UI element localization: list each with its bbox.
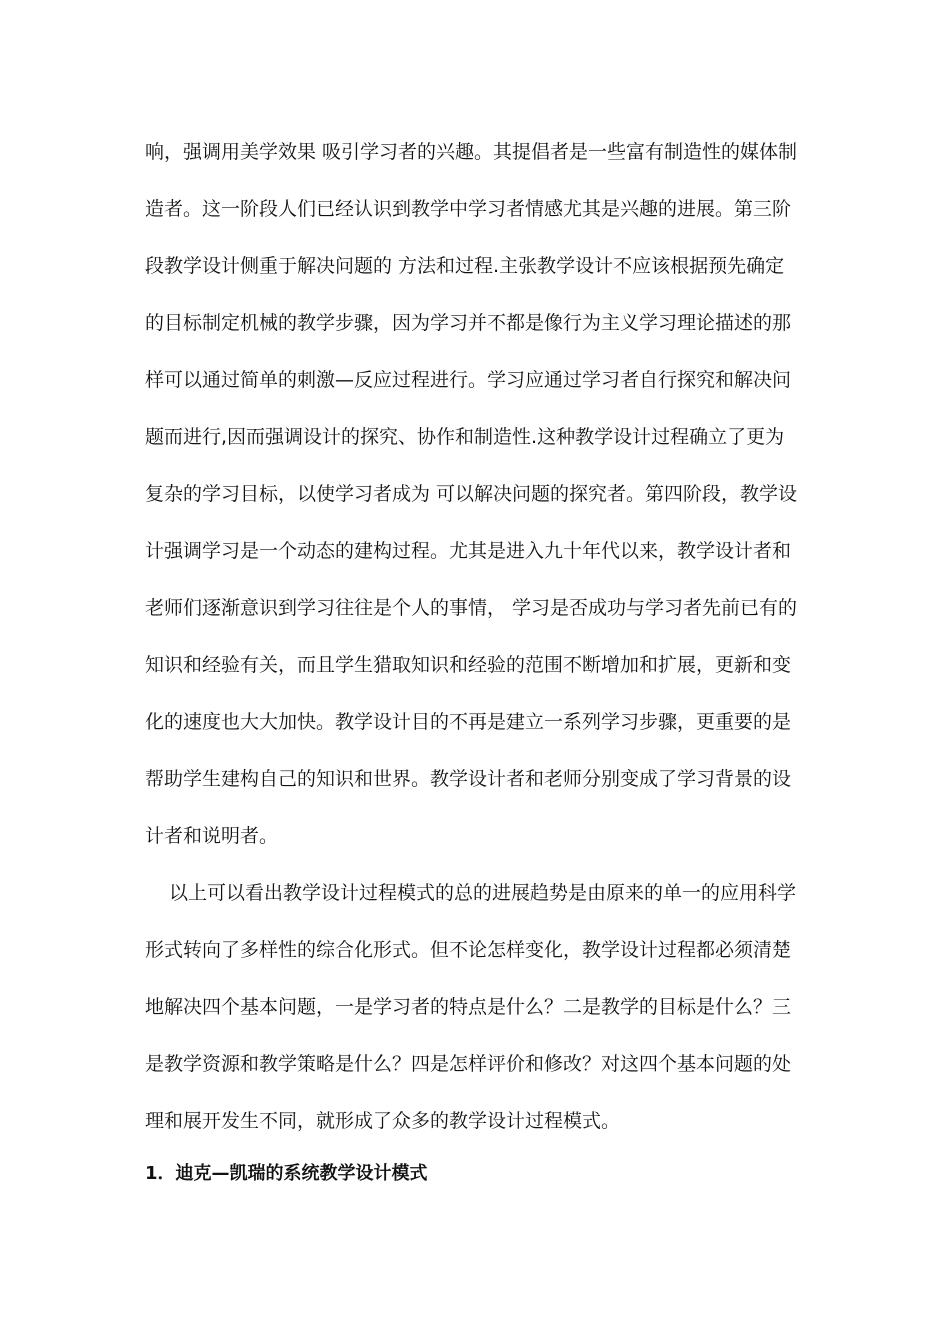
text-line: 老师们逐渐意识到学习往往是个人的事情， 学习是否成功与学习者先前已有的 [145, 597, 798, 619]
text-line: 形式转向了多样性的综合化形式。但不论怎样变化，教学设计过程都必须清楚 [145, 939, 792, 961]
text-line: 是教学资源和教学策略是什么？四是怎样评价和修改？对这四个基本问题的处 [145, 1053, 792, 1075]
text-line: 样可以通过简单的刺激—反应过程进行。学习应通过学习者自行探究和解决问 [145, 369, 792, 391]
text-line: 以上可以看出教学设计过程模式的总的进展趋势是由原来的单一的应用科学 [169, 882, 797, 904]
text-line: 造者。这一阶段人们已经认识到教学中学习者情感尤其是兴趣的进展。第三阶 [145, 198, 792, 220]
text-line: 响，强调用美学效果 吸引学习者的兴趣。其提倡者是一些富有制造性的媒体制 [145, 141, 798, 163]
text-line: 理和展开发生不同，就形成了众多的教学设计过程模式。 [145, 1110, 621, 1132]
text-line: 题而进行,因而强调设计的探究、协作和制造性.这种教学设计过程确立了更为 [145, 426, 785, 448]
text-line: 计者和说明者。 [145, 825, 279, 847]
text-line: 计强调学习是一个动态的建构过程。尤其是进入九十年代以来，教学设计者和 [145, 540, 792, 562]
text-line: 帮助学生建构自己的知识和世界。教学设计者和老师分别变成了学习背景的设 [145, 768, 792, 790]
text-line: 地解决四个基本问题，一是学习者的特点是什么？二是教学的目标是什么？三 [145, 996, 792, 1018]
text-line: 化的速度也大大加快。教学设计目的不再是建立一系列学习步骤，更重要的是 [145, 711, 792, 733]
text-line: 知识和经验有关，而且学生猎取知识和经验的范围不断增加和扩展，更新和变 [145, 654, 792, 676]
text-line: 段教学设计侧重于解决问题的 方法和过程.主张教学设计不应该根据预先确定 [145, 255, 785, 277]
text-line: 复杂的学习目标，以使学习者成为 可以解决问题的探究者。第四阶段，教学设 [145, 483, 798, 505]
section-heading: 1．迪克—凯瑞的系统教学设计模式 [145, 1163, 428, 1184]
text-line: 的目标制定机械的教学步骤，因为学习并不都是像行为主义学习理论描述的那 [145, 312, 792, 334]
